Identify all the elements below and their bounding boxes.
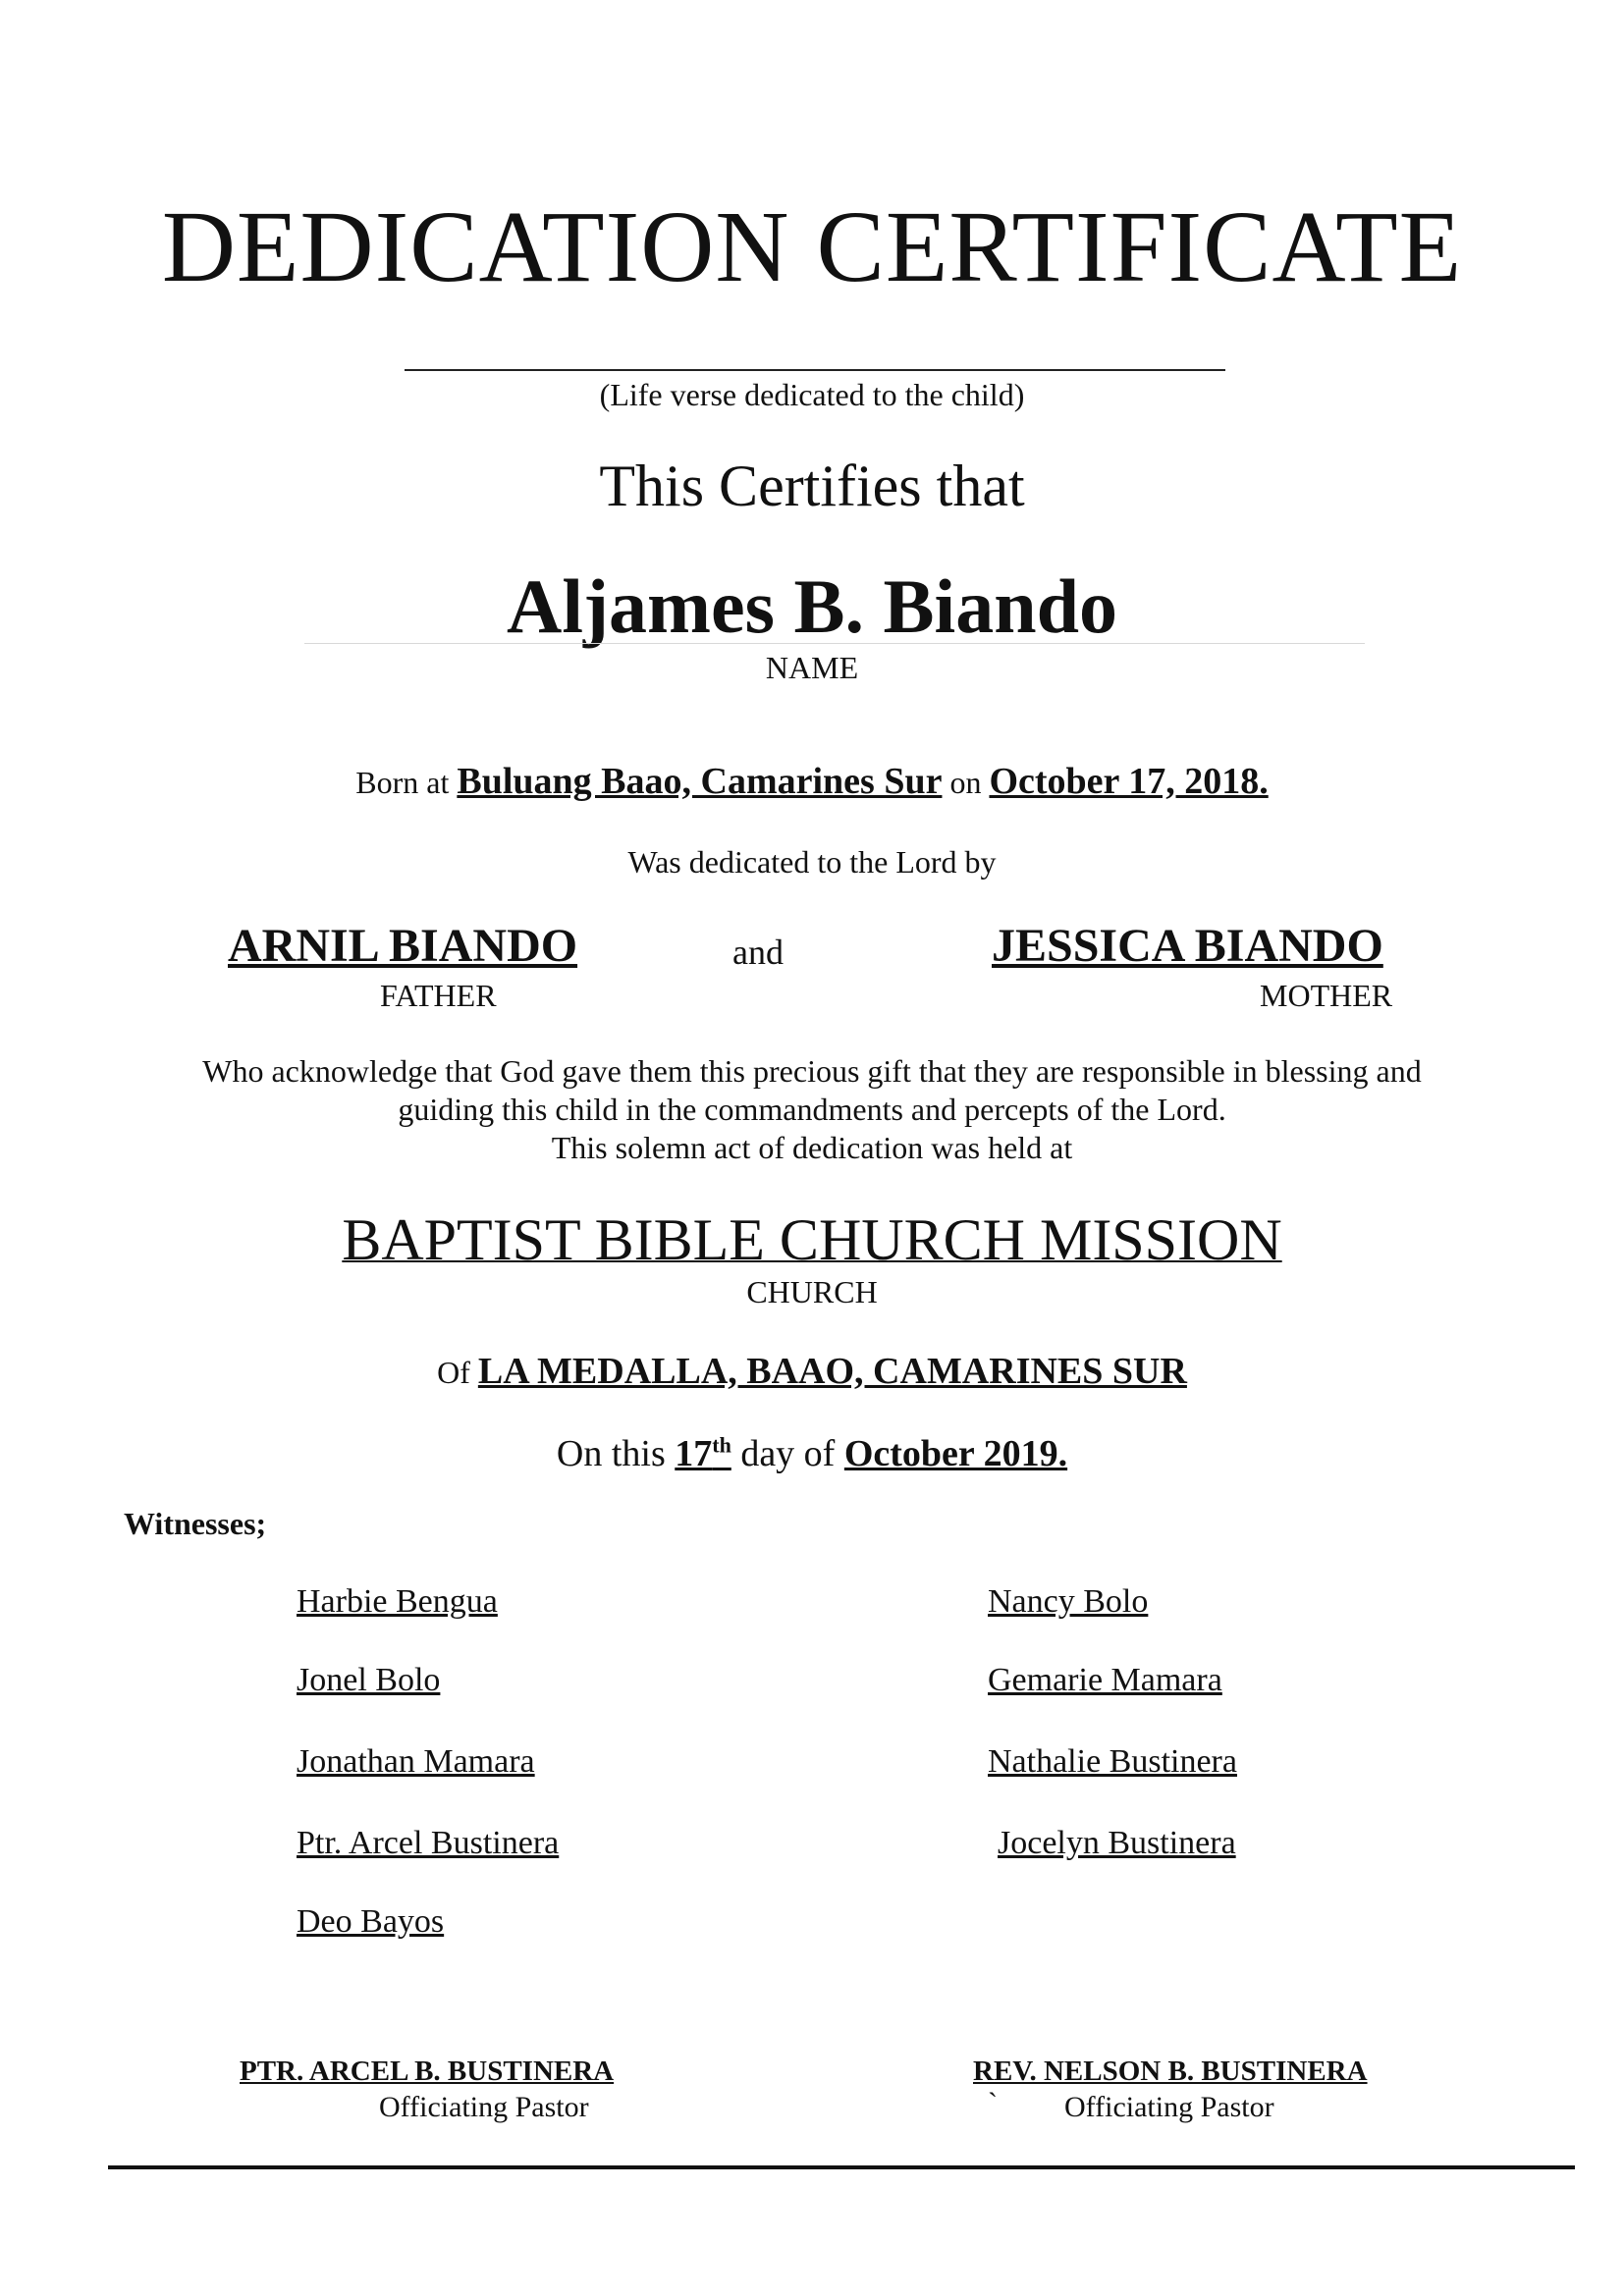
stray-mark: ` (988, 2087, 998, 2119)
witnesses-heading: Witnesses; (124, 1506, 267, 1541)
church-name: BAPTIST BIBLE CHURCH MISSION (342, 1207, 1282, 1272)
birth-details (0, 760, 1624, 804)
witness-name: Ptr. Arcel Bustinera (297, 1825, 560, 1861)
location-name: LA MEDALLA, BAAO, CAMARINES SUR (477, 1351, 1187, 1392)
name-caption: NAME (765, 650, 859, 685)
date-day-suffix: th (712, 1432, 731, 1458)
officiating-pastor-name: PTR. ARCEL B. BUSTINERA (240, 2056, 615, 2087)
paragraph-line: Who acknowledge that God gave them this precious gift that they are responsible in blessing and (202, 1053, 1422, 1089)
witness-name: Deo Bayos (297, 1903, 445, 1940)
footer-rule (108, 2165, 1575, 2169)
witness-name: Jonel Bolo (297, 1662, 441, 1698)
date-day (675, 1433, 731, 1474)
church-location (0, 1349, 1624, 1395)
dedicated-by-text: Was dedicated to the Lord by (627, 844, 997, 880)
witness-name: Nancy Bolo (988, 1583, 1149, 1620)
certifies-heading: This Certifies that (599, 454, 1025, 518)
born-joiner: on (949, 765, 982, 800)
father-name: ARNIL BIANDO (228, 920, 578, 972)
birth-place: Buluang Baao, Camarines Sur (457, 761, 943, 802)
witness-name: Gemarie Mamara (988, 1662, 1222, 1698)
acknowledgement-paragraph (0, 1052, 1624, 1167)
paragraph-line: guiding this child in the commandments and percepts of the Lord. (398, 1092, 1226, 1127)
officiating-pastor-title: Officiating Pastor (379, 2091, 589, 2123)
certificate-title: DEDICATION CERTIFICATE (161, 190, 1463, 303)
date-middle: day of (740, 1433, 836, 1474)
witness-name: Jonathan Mamara (297, 1743, 535, 1780)
life-verse-line (405, 369, 1225, 371)
witness-name: Nathalie Bustinera (988, 1743, 1237, 1780)
date-month-year: October 2019. (843, 1433, 1068, 1474)
birth-date: October 17, 2018. (989, 761, 1269, 802)
mother-name: JESSICA BIANDO (992, 920, 1383, 972)
location-prefix: Of (437, 1355, 470, 1390)
date-day-number: 17 (675, 1433, 713, 1474)
born-prefix: Born at (355, 765, 450, 800)
witness-name: Harbie Bengua (297, 1583, 498, 1620)
church-caption: CHURCH (746, 1274, 878, 1309)
witness-name: Jocelyn Bustinera (998, 1825, 1236, 1861)
father-caption: FATHER (380, 978, 497, 1013)
officiating-pastor-name: REV. NELSON B. BUSTINERA (973, 2056, 1368, 2087)
child-name: Aljames B. Biando (507, 563, 1117, 649)
officiating-pastor-title: Officiating Pastor (1064, 2091, 1274, 2123)
name-line (304, 643, 1365, 644)
date-prefix: On this (556, 1433, 666, 1474)
parents-and: and (732, 933, 784, 972)
life-verse-caption: (Life verse dedicated to the child) (599, 377, 1025, 412)
paragraph-line: This solemn act of dedication was held at (551, 1130, 1073, 1165)
dedication-date (0, 1429, 1624, 1478)
mother-caption: MOTHER (1260, 978, 1393, 1013)
